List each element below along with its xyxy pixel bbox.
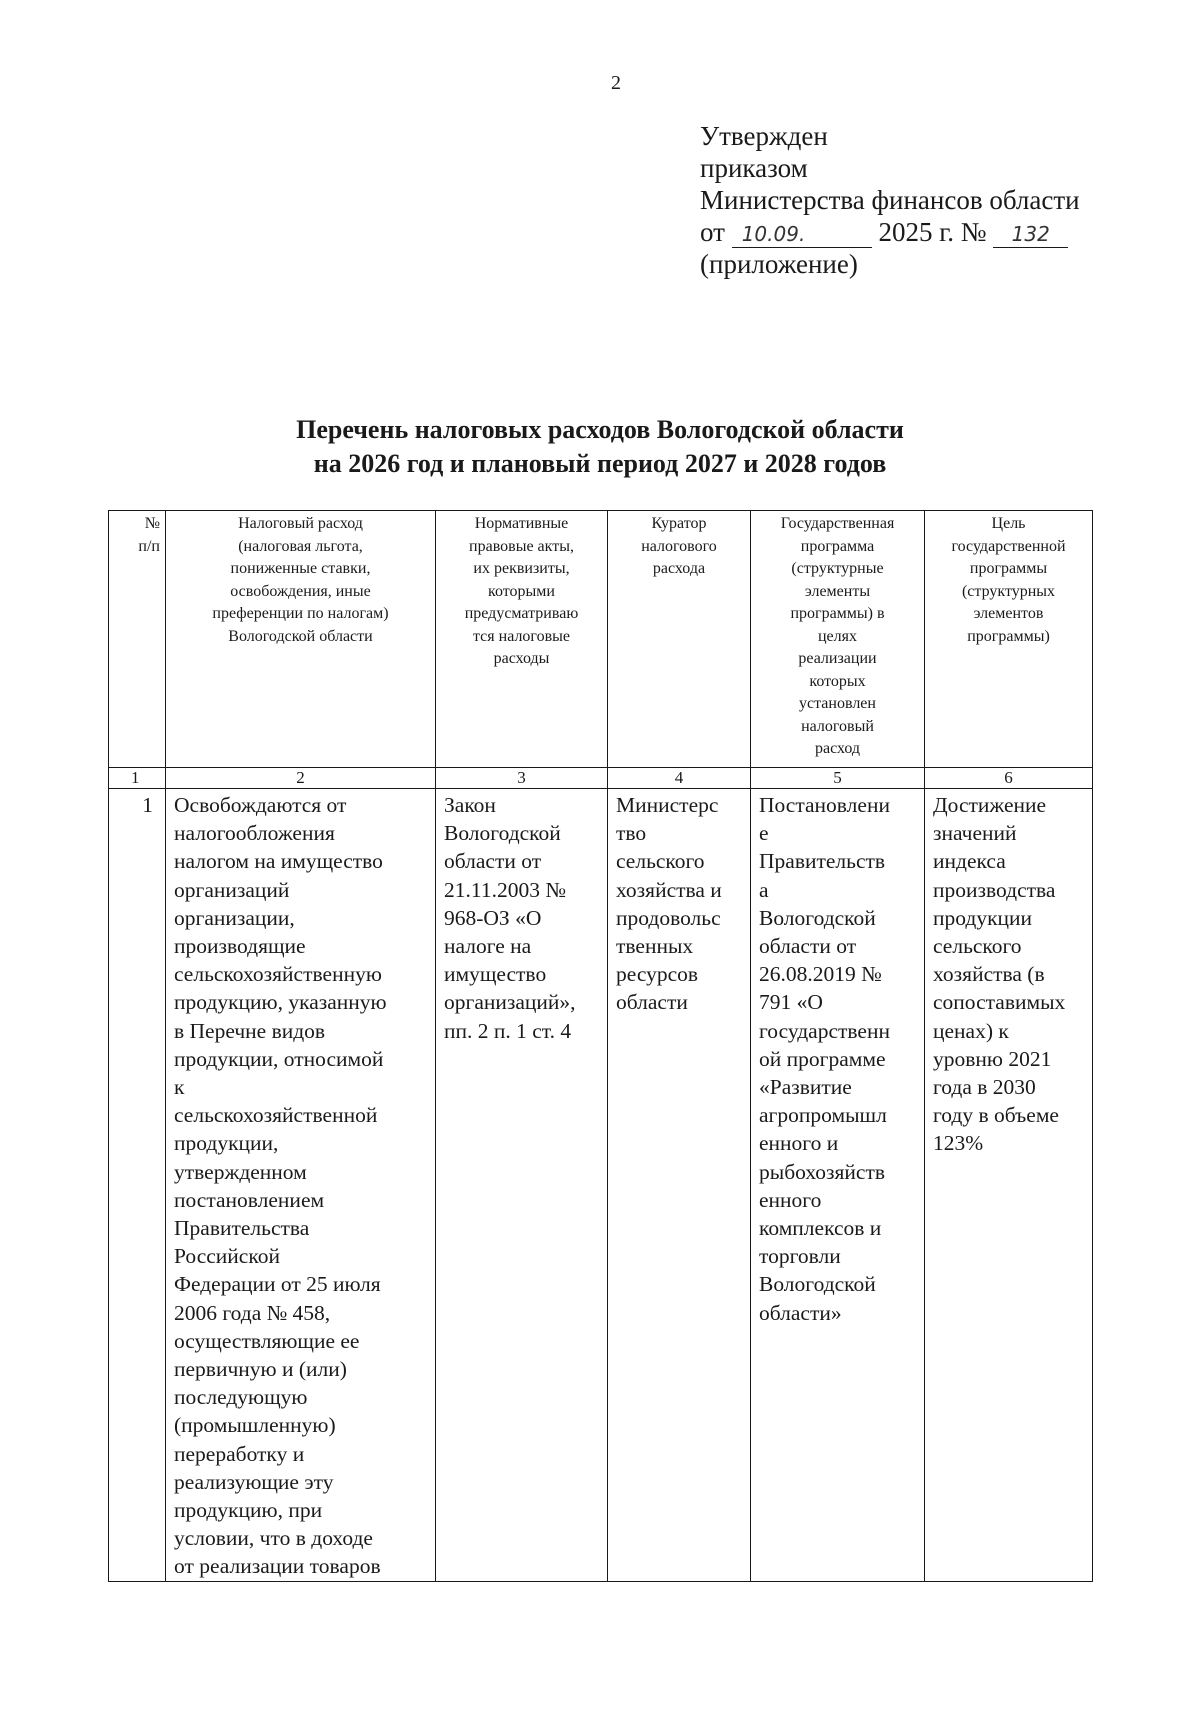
approval-line-order: приказом — [700, 153, 808, 183]
title-line-1: Перечень налоговых расходов Вологодской области — [296, 415, 904, 444]
cell-program-goal: Достижение значений индекса производства продукции сельского хозяйства (в сопоставимых ценах) к уровню 2021 года в 2030 году в объеме 123% — [925, 789, 1093, 1582]
cell-curator: Министерс тво сельского хозяйства и продовольс твенных ресурсов области — [608, 789, 751, 1582]
approval-line-ministry: Министерства финансов области — [700, 185, 1080, 215]
header-legal-acts: Нормативные правовые акты, их реквизиты, которыми предусматриваю тся налоговые расходы — [436, 511, 608, 768]
page-number: 2 — [611, 72, 621, 94]
cell-tax-benefit: Освобождаются от налогообложения налогом на имущество организаций организации, производящие сельскохозяйственную продукцию, указанную в Перечне видов продукции, относимой к сельскохозяйственной продукции, утвержденном постановлением Правительства Российской Федерации от 25 июля 2006 года № 458, осуществляющие ее первичную и (или) последующую (промышленную) переработку и реализующие эту продукцию, при условии, что в доходе от реализации товаров — [166, 789, 436, 1582]
handwritten-order-number: 132 — [993, 221, 1068, 248]
column-number: 5 — [751, 768, 925, 789]
year-number-label: 2025 г. № — [878, 217, 987, 247]
approval-line-date — [700, 216, 1160, 248]
document-title — [100, 413, 1100, 481]
header-row — [109, 511, 1093, 768]
handwritten-date: 10.09. — [732, 221, 872, 248]
approval-block — [700, 120, 1160, 280]
column-number: 3 — [436, 768, 608, 789]
column-number: 6 — [925, 768, 1093, 789]
cell-legal-acts: Закон Вологодской области от 21.11.2003 № 968-ОЗ «О налоге на имущество организаций», пп. 2 п. 1 ст. 4 — [436, 789, 608, 1582]
tax-expenditures-table — [108, 510, 1093, 1582]
from-label: от — [700, 217, 725, 247]
approval-line-approved: Утвержден — [700, 121, 828, 151]
column-number: 2 — [166, 768, 436, 789]
column-number: 4 — [608, 768, 751, 789]
header-number: № п/п — [109, 511, 166, 768]
row-number: 1 — [109, 789, 166, 1582]
column-number: 1 — [109, 768, 166, 789]
title-line-2: на 2026 год и плановый период 2027 и 2028 годов — [313, 449, 887, 478]
header-program-goal: Цель государственной программы (структурных элементов программы) — [925, 511, 1093, 768]
table-row — [109, 789, 1093, 1582]
approval-line-appendix: (приложение) — [700, 249, 858, 279]
column-numbers-row — [109, 768, 1093, 789]
cell-state-program: Постановлени е Правительств а Вологодской области от 26.08.2019 № 791 «О государственн ой программе «Развитие агропромышл енного и рыбохозяйств енного комплексов и торговли Вологодской области» — [751, 789, 925, 1582]
header-state-program: Государственная программа (структурные элементы программы) в целях реализации которых установлен налоговый расход — [751, 511, 925, 768]
header-curator: Куратор налогового расхода — [608, 511, 751, 768]
header-tax-expenditure: Налоговый расход (налоговая льгота, пониженные ставки, освобождения, иные преференции по налогам) Вологодской области — [166, 511, 436, 768]
